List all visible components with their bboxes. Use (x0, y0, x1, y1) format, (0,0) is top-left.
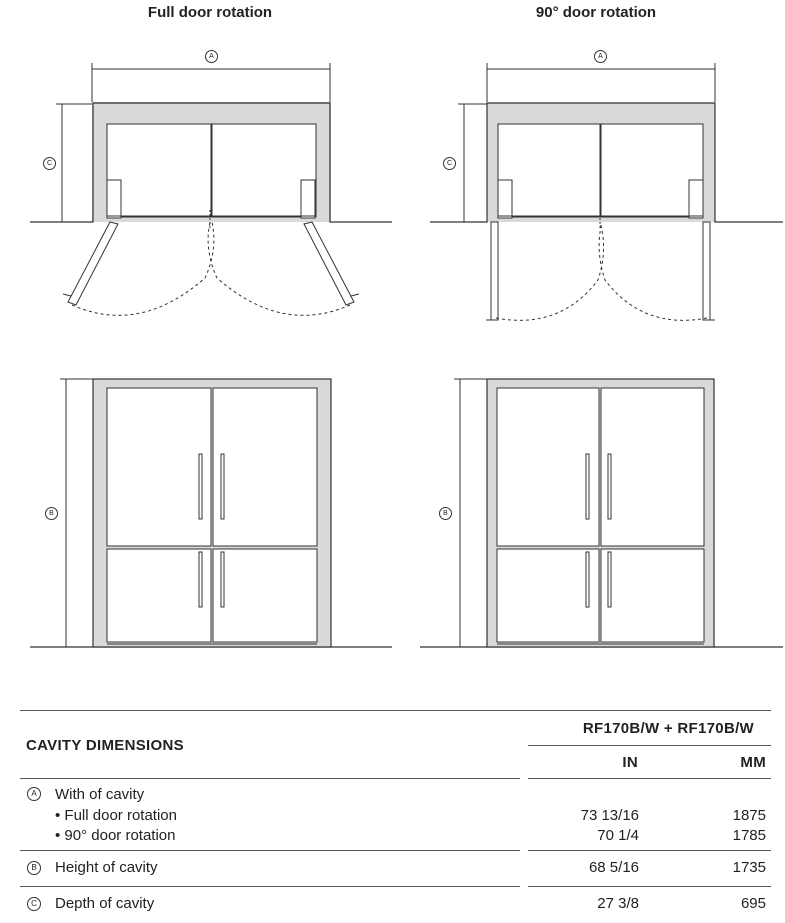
table-heading: CAVITY DIMENSIONS (26, 737, 184, 754)
model-heading: RF170B/W + RF170B/W (582, 720, 754, 737)
plan-view-90-rotation (430, 63, 783, 320)
row-a-rule-right (528, 850, 771, 851)
row-label-height: Height of cavity (55, 859, 158, 876)
marker-c-full: C (43, 157, 56, 170)
col-mm-header: MM (740, 754, 766, 771)
row-in-90-rotation: 70 1/4 (597, 827, 639, 844)
plan-view-full-rotation (30, 63, 392, 315)
row-a-rule-left (20, 850, 520, 851)
row-b-rule-left (20, 886, 520, 887)
marker-a-ninety: A (594, 50, 607, 63)
row-label-90-rotation: • 90° door rotation (55, 827, 176, 844)
front-view-right (420, 379, 783, 647)
row-mm-90-rotation: 1785 (732, 827, 766, 844)
row-marker-b: B (27, 861, 41, 875)
row-marker-c: C (27, 897, 41, 911)
row-in-depth: 27 3/8 (597, 895, 639, 912)
row-label-full-rotation: • Full door rotation (55, 807, 177, 824)
row-mm-full-rotation: 1875 (732, 807, 766, 824)
marker-a-full: A (205, 50, 218, 63)
title-90-door-rotation: 90° door rotation (535, 4, 657, 21)
marker-b-left: B (45, 507, 58, 520)
row-mm-height: 1735 (732, 859, 766, 876)
row-label-depth: Depth of cavity (55, 895, 155, 912)
header-rule-right (528, 778, 771, 779)
row-in-full-rotation: 73 13/16 (580, 807, 639, 824)
marker-b-right: B (439, 507, 452, 520)
table-top-rule (20, 710, 771, 711)
col-in-header: IN (622, 754, 638, 771)
row-mm-depth: 695 (740, 895, 766, 912)
front-view-left (30, 379, 392, 647)
model-rule (528, 745, 771, 746)
row-label-width: With of cavity (55, 786, 145, 803)
title-full-door-rotation: Full door rotation (147, 4, 273, 21)
row-b-rule-right (528, 886, 771, 887)
header-rule-left (20, 778, 520, 779)
marker-c-ninety: C (443, 157, 456, 170)
row-in-height: 68 5/16 (588, 859, 639, 876)
row-marker-a: A (27, 787, 41, 801)
